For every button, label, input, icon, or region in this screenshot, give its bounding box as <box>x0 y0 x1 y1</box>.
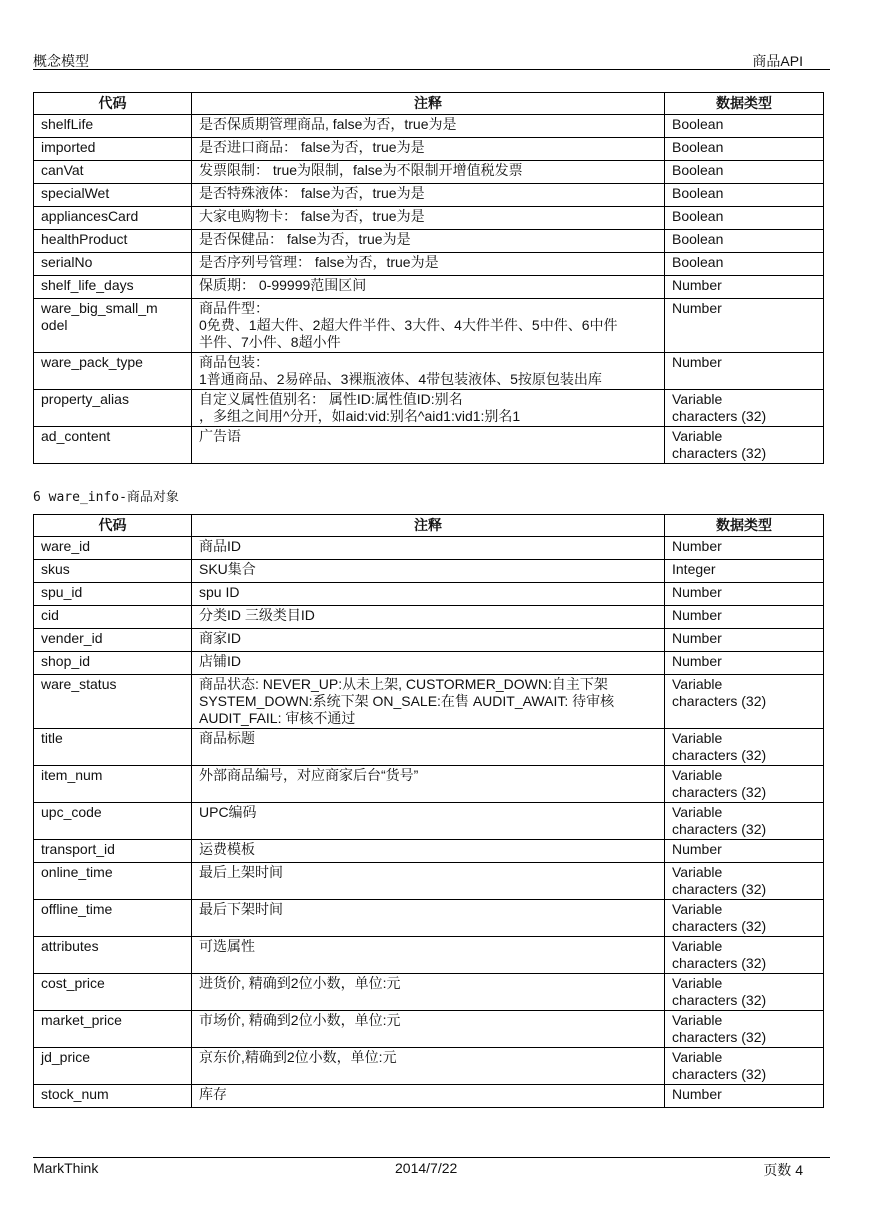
table-row <box>34 729 824 766</box>
cell-datatype: Variable characters (32) <box>665 766 824 803</box>
cell-datatype: Variable characters (32) <box>665 427 824 464</box>
cell-code: upc_code <box>34 803 192 840</box>
cell-code: shelfLife <box>34 115 192 138</box>
cell-comment: 是否特殊液体： false为否，true为是 <box>192 184 665 207</box>
table-row <box>34 840 824 863</box>
footer-author: MarkThink <box>33 1160 99 1176</box>
cell-code: serialNo <box>34 253 192 276</box>
cell-comment: 商品状态: NEVER_UP:从未上架, CUSTORMER_DOWN:自主下架 SYSTEM_DOWN:系统下架 ON_SALE:在售 AUDIT_AWAIT: 待审核 AUDIT_FAIL: 审核不通过 <box>192 675 665 729</box>
cell-code: transport_id <box>34 840 192 863</box>
table-row <box>34 1048 824 1085</box>
cell-code: jd_price <box>34 1048 192 1085</box>
section-title: 6 ware_info-商品对象 <box>33 490 179 505</box>
table-row <box>34 353 824 390</box>
table-row <box>34 1085 824 1108</box>
table-row <box>34 803 824 840</box>
table-row <box>34 1011 824 1048</box>
cell-comment: 库存 <box>192 1085 665 1108</box>
cell-datatype: Number <box>665 1085 824 1108</box>
table-row <box>34 629 824 652</box>
cell-code: offline_time <box>34 900 192 937</box>
cell-code: ware_big_small_m odel <box>34 299 192 353</box>
column-header-code: 代码 <box>34 515 192 537</box>
table-row <box>34 937 824 974</box>
table-header-row <box>34 515 824 537</box>
cell-code: appliancesCard <box>34 207 192 230</box>
cell-comment: 商品件型： 0免费、1超大件、2超大件半件、3大件、4大件半件、5中件、6中件 半件、7小件、8超小件 <box>192 299 665 353</box>
table-row <box>34 606 824 629</box>
cell-code: healthProduct <box>34 230 192 253</box>
table-row <box>34 583 824 606</box>
cell-datatype: Number <box>665 583 824 606</box>
cell-code: ad_content <box>34 427 192 464</box>
table-row <box>34 299 824 353</box>
attribute-table-1 <box>33 92 824 464</box>
cell-code: imported <box>34 138 192 161</box>
cell-code: shop_id <box>34 652 192 675</box>
cell-comment: 京东价,精确到2位小数，单位:元 <box>192 1048 665 1085</box>
cell-datatype: Variable characters (32) <box>665 937 824 974</box>
table-row <box>34 652 824 675</box>
cell-comment: 运费模板 <box>192 840 665 863</box>
cell-comment: 分类ID 三级类目ID <box>192 606 665 629</box>
table-row <box>34 161 824 184</box>
table-body <box>34 115 824 464</box>
cell-datatype: Variable characters (32) <box>665 1011 824 1048</box>
cell-code: shelf_life_days <box>34 276 192 299</box>
cell-code: online_time <box>34 863 192 900</box>
cell-code: stock_num <box>34 1085 192 1108</box>
cell-code: ware_id <box>34 537 192 560</box>
cell-code: cost_price <box>34 974 192 1011</box>
cell-code: item_num <box>34 766 192 803</box>
cell-datatype: Boolean <box>665 138 824 161</box>
table-row <box>34 390 824 427</box>
table-row <box>34 184 824 207</box>
cell-comment: 进货价, 精确到2位小数，单位:元 <box>192 974 665 1011</box>
cell-code: title <box>34 729 192 766</box>
cell-comment: 最后上架时间 <box>192 863 665 900</box>
cell-comment: 最后下架时间 <box>192 900 665 937</box>
column-header-datatype: 数据类型 <box>665 515 824 537</box>
cell-datatype: Boolean <box>665 230 824 253</box>
cell-comment: 广告语 <box>192 427 665 464</box>
cell-comment: 大家电购物卡： false为否，true为是 <box>192 207 665 230</box>
cell-datatype: Variable characters (32) <box>665 390 824 427</box>
cell-code: skus <box>34 560 192 583</box>
cell-datatype: Number <box>665 537 824 560</box>
table-row <box>34 537 824 560</box>
table-row <box>34 253 824 276</box>
table-row <box>34 276 824 299</box>
cell-datatype: Number <box>665 840 824 863</box>
cell-comment: 保质期： 0-99999范围区间 <box>192 276 665 299</box>
page-header <box>33 51 830 70</box>
table-row <box>34 560 824 583</box>
cell-comment: spu ID <box>192 583 665 606</box>
cell-comment: 商家ID <box>192 629 665 652</box>
ware-info-table <box>33 514 824 1108</box>
cell-code: ware_pack_type <box>34 353 192 390</box>
cell-code: property_alias <box>34 390 192 427</box>
cell-code: canVat <box>34 161 192 184</box>
cell-datatype: Boolean <box>665 207 824 230</box>
cell-code: market_price <box>34 1011 192 1048</box>
cell-datatype: Number <box>665 629 824 652</box>
cell-comment: 商品ID <box>192 537 665 560</box>
cell-comment: 商品标题 <box>192 729 665 766</box>
cell-datatype: Number <box>665 353 824 390</box>
cell-comment: 店铺ID <box>192 652 665 675</box>
page-footer <box>33 1157 830 1176</box>
cell-comment: 是否保质期管理商品, false为否，true为是 <box>192 115 665 138</box>
cell-datatype: Boolean <box>665 253 824 276</box>
footer-page-number: 页数 4 <box>763 1162 803 1178</box>
cell-code: specialWet <box>34 184 192 207</box>
cell-comment: 是否进口商品： false为否，true为是 <box>192 138 665 161</box>
cell-datatype: Variable characters (32) <box>665 1048 824 1085</box>
cell-datatype: Variable characters (32) <box>665 863 824 900</box>
table-row <box>34 900 824 937</box>
cell-datatype: Boolean <box>665 184 824 207</box>
table-header-row <box>34 93 824 115</box>
footer-date: 2014/7/22 <box>395 1160 458 1176</box>
cell-code: vender_id <box>34 629 192 652</box>
table-row <box>34 427 824 464</box>
cell-comment: 商品包装： 1普通商品、2易碎品、3裸瓶液体、4带包装液体、5按原包装出库 <box>192 353 665 390</box>
column-header-code: 代码 <box>34 93 192 115</box>
cell-comment: 可选属性 <box>192 937 665 974</box>
cell-code: attributes <box>34 937 192 974</box>
cell-comment: SKU集合 <box>192 560 665 583</box>
table-body <box>34 537 824 1108</box>
cell-datatype: Variable characters (32) <box>665 675 824 729</box>
cell-datatype: Boolean <box>665 115 824 138</box>
header-right-title: 商品API <box>752 53 803 69</box>
table-row <box>34 863 824 900</box>
table-row <box>34 675 824 729</box>
table-row <box>34 207 824 230</box>
cell-comment: 是否保健品： false为否，true为是 <box>192 230 665 253</box>
cell-datatype: Boolean <box>665 161 824 184</box>
cell-datatype: Variable characters (32) <box>665 974 824 1011</box>
table-row <box>34 974 824 1011</box>
table-row <box>34 115 824 138</box>
cell-datatype: Number <box>665 299 824 353</box>
cell-datatype: Number <box>665 276 824 299</box>
cell-datatype: Number <box>665 652 824 675</box>
table-row <box>34 230 824 253</box>
cell-comment: 市场价, 精确到2位小数，单位:元 <box>192 1011 665 1048</box>
cell-comment: 是否序列号管理： false为否，true为是 <box>192 253 665 276</box>
cell-code: cid <box>34 606 192 629</box>
cell-comment: 自定义属性值别名： 属性ID:属性值ID:别名 ，多组之间用^分开，如aid:vid:别名^aid1:vid1:别名1 <box>192 390 665 427</box>
cell-datatype: Variable characters (32) <box>665 900 824 937</box>
cell-datatype: Variable characters (32) <box>665 729 824 766</box>
cell-code: ware_status <box>34 675 192 729</box>
cell-datatype: Number <box>665 606 824 629</box>
cell-comment: 发票限制： true为限制，false为不限制开增值税发票 <box>192 161 665 184</box>
column-header-comment: 注释 <box>192 515 665 537</box>
table-row <box>34 138 824 161</box>
cell-code: spu_id <box>34 583 192 606</box>
cell-comment: 外部商品编号，对应商家后台“货号” <box>192 766 665 803</box>
cell-comment: UPC编码 <box>192 803 665 840</box>
cell-datatype: Variable characters (32) <box>665 803 824 840</box>
header-left-title: 概念模型 <box>33 53 89 69</box>
column-header-comment: 注释 <box>192 93 665 115</box>
table-row <box>34 766 824 803</box>
cell-datatype: Integer <box>665 560 824 583</box>
column-header-datatype: 数据类型 <box>665 93 824 115</box>
